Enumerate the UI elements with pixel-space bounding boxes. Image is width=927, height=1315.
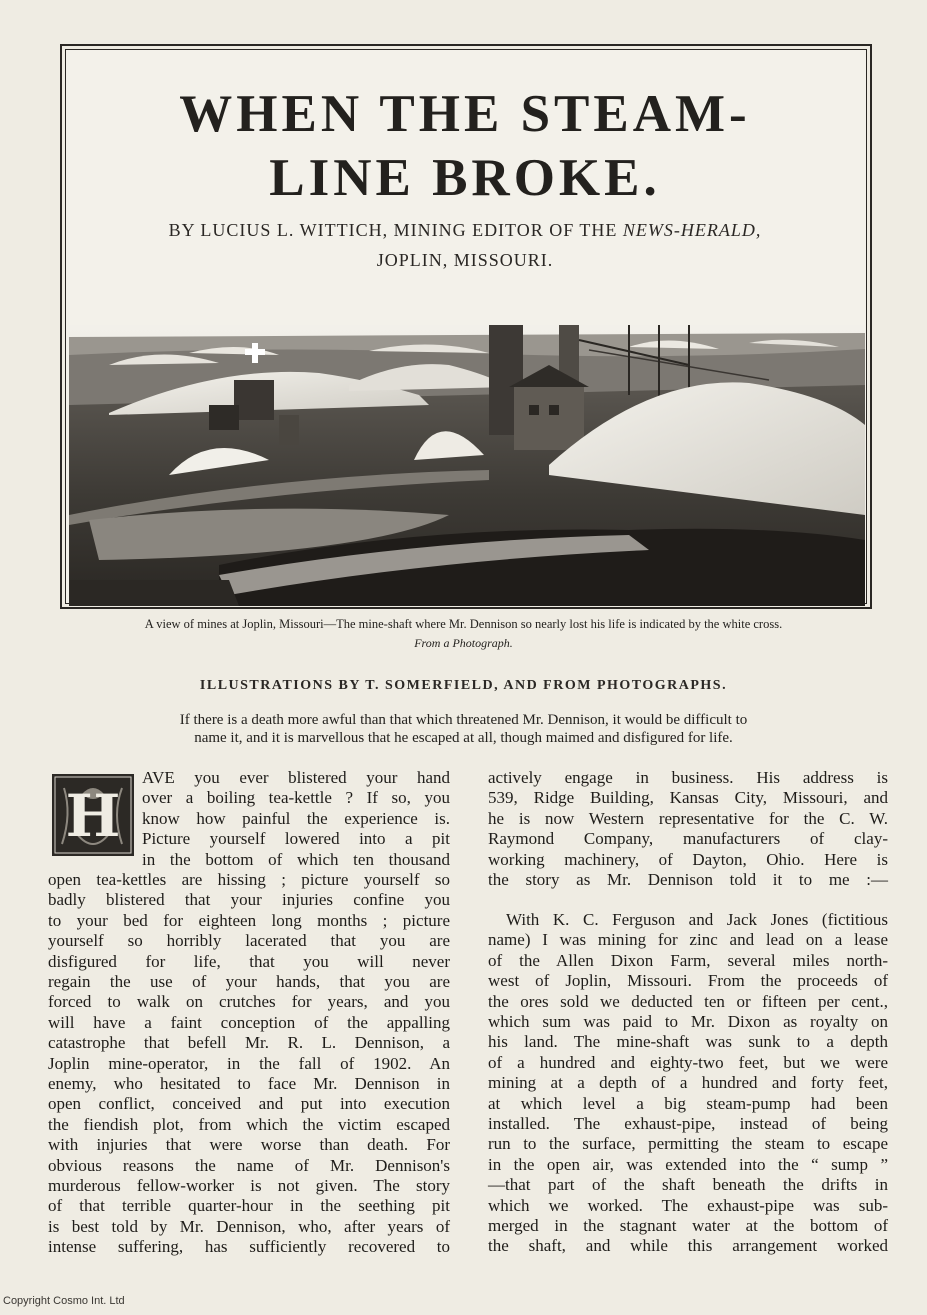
column-right-bottom-line: the ores sold we deducted ten or fifteen per cent.,: [488, 991, 889, 1011]
column-right-bottom-line: mining at a depth of a hundred and forty feet,: [488, 1073, 888, 1093]
column-right-bottom-line: name) I was mining for zinc and lead on a lease: [488, 930, 888, 950]
article-title-line-2: LINE BROKE.: [269, 149, 661, 207]
column-right-bottom-line: his land. The mine-shaft was sunk to a depth: [488, 1032, 888, 1052]
column-right-top-line: the story as Mr. Dennison told it to me :—: [488, 870, 888, 889]
column-left-line: forced to walk on crutches for years, and you: [48, 992, 451, 1012]
column-left-line: open tea-kettles are hissing ; picture yourself so: [48, 870, 450, 889]
column-left-line: the fiendish plot, from which the victim escaped: [48, 1114, 451, 1134]
column-left-line: yourself so horribly lacerated that you are: [48, 931, 450, 951]
photo-caption: A view of mines at Joplin, Missouri—The mine-shaft where Mr. Dennison so nearly lost his life is indicated by the white cross.: [144, 617, 783, 631]
column-left-line: with injuries that were worse than death. For: [48, 1135, 450, 1155]
column-left-line: catastrophe that befell Mr. R. L. Dennison, a: [48, 1033, 451, 1053]
column-right-top-line: Raymond Company, manufacturers of clay-: [488, 829, 888, 849]
column-left-line: is best told by Mr. Dennison, who, after years of: [48, 1216, 450, 1236]
column-left-line: in the bottom of which ten thousand: [142, 849, 450, 869]
photo-source: From a Photograph.: [414, 636, 513, 650]
column-left-line: of that terrible quarter-hour in the seething pit: [48, 1196, 450, 1216]
column-right-top-line: working machinery, of Dayton, Ohio. Here is: [488, 849, 888, 869]
column-left-line: will have a faint conception of the appalling: [48, 1012, 450, 1032]
column-right-bottom-line: —that part of the shaft beneath the drifts in: [488, 1175, 888, 1195]
column-right-bottom-line: west of Joplin, Missouri. From the proceeds of: [488, 971, 888, 991]
column-left-line: over a boiling tea-kettle ? If so, you: [142, 788, 450, 808]
byline-publication: NEWS-HERALD,: [622, 220, 762, 240]
byline-author: BY LUCIUS L. WITTICH, MINING EDITOR OF THE: [168, 220, 623, 240]
column-left-line: Joplin mine-operator, in the fall of 1902. An: [48, 1053, 450, 1073]
column-right-bottom-line: at which level a big steam-pump had been: [488, 1093, 888, 1113]
column-left-line: open conflict, conceived and put into execution: [48, 1094, 450, 1114]
column-right-bottom-line: in the open air, was extended into the “ sump ”: [488, 1154, 888, 1174]
column-right-top-line: he is now Western representative for the C. W.: [488, 808, 888, 828]
column-left-line: obvious reasons the name of Mr. Dennison's: [48, 1155, 450, 1175]
column-left-line: regain the use of your hands, that you are: [48, 972, 450, 991]
column-left-line: intense suffering, has sufficiently recovered to: [48, 1237, 451, 1257]
column-right-bottom-line: With K. C. Ferguson and Jack Jones (fictitious: [506, 910, 889, 929]
column-right-bottom-line: which sum was paid to Mr. Dixon as royalty on: [488, 1012, 889, 1031]
column-right-bottom-line: of the Allen Dixon Farm, several miles north-: [488, 950, 888, 970]
column-left-line: murderous fellow-worker is not given. The story: [48, 1176, 450, 1195]
column-right-top-line: actively engage in business. His address is: [488, 768, 888, 787]
column-right-bottom-line: merged in the stagnant water at the bottom of: [488, 1216, 889, 1235]
column-right-bottom-line: installed. The exhaust-pipe, instead of being: [488, 1114, 888, 1133]
article-title-line-1: WHEN THE STEAM-: [179, 85, 751, 143]
column-left-line: badly blistered that your injuries confine you: [48, 890, 450, 910]
copyright-notice: Copyright Cosmo Int. Ltd: [3, 1295, 125, 1307]
column-right-top-line: 539, Ridge Building, Kansas City, Missouri, and: [488, 788, 888, 808]
column-right-bottom-line: the shaft, and while this arrangement worked: [488, 1236, 888, 1256]
column-left-line: AVE you ever blistered your hand: [142, 768, 450, 787]
column-left-line: enemy, who hesitated to face Mr. Dennison in: [48, 1074, 450, 1093]
intro-line-1: If there is a death more awful than that which threatened Mr. Dennison, it would be difficult to: [179, 712, 748, 728]
mines-photograph: [69, 325, 865, 606]
drop-cap-letter: H: [65, 782, 121, 850]
intro-line-2: name it, and it is marvellous that he escaped at all, though maimed and disfigured for life.: [194, 730, 733, 746]
column-left-line: disfigured for life, that you will never: [48, 951, 450, 971]
byline-line-1: [70, 221, 860, 239]
column-right-bottom-line: run to the surface, permitting the steam to escape: [488, 1134, 888, 1154]
column-right-bottom-line: of a hundred and eighty-two feet, but we were: [488, 1052, 888, 1072]
column-left-line: know how painful the experience is.: [142, 808, 450, 828]
byline-line-2: JOPLIN, MISSOURI.: [376, 250, 554, 270]
column-right-bottom-line: which we worked. The exhaust-pipe was sub-: [488, 1195, 888, 1215]
illustrations-credit: ILLUSTRATIONS BY T. SOMERFIELD, AND FROM PHOTOGRAPHS.: [199, 678, 728, 693]
column-left-line: to your bed for eighteen long months ; picture: [48, 910, 450, 930]
drop-cap-h: [52, 774, 134, 856]
column-left-line: Picture yourself lowered into a pit: [142, 829, 450, 849]
